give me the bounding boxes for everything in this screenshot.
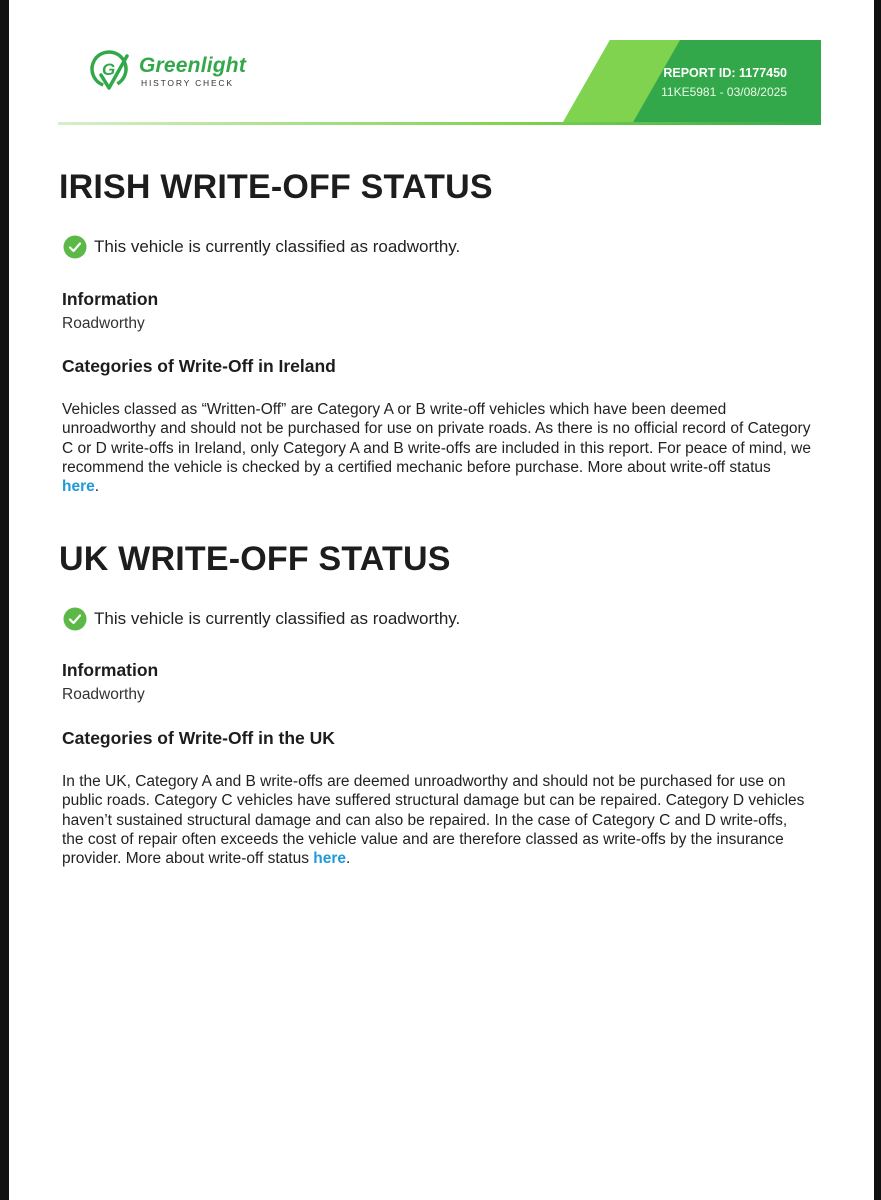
irish-information-value: Roadworthy	[62, 315, 145, 332]
uk-categories-heading: Categories of Write-Off in the UK	[62, 728, 335, 748]
brand-name: Greenlight	[139, 53, 247, 77]
report-banner	[562, 40, 821, 124]
greenlight-logo-icon	[87, 48, 133, 94]
uk-status-row	[63, 607, 460, 631]
brand-subtitle: HISTORY CHECK	[141, 77, 234, 88]
right-edge	[874, 0, 881, 1200]
uk-categories-paragraph	[62, 772, 812, 868]
uk-here-link[interactable]: here	[313, 850, 347, 868]
irish-paragraph-text: Vehicles classed as “Written-Off” are Category A or B write-off vehicles which have been deemed unroadworthy and should not be purchased for use on private roads. As there is no official record of Category C or D write-offs in Ireland, only Category A and B write-offs are included in this report. For peace of mind, we recommend the vehicle is checked by a certified mechanic before purchase. More about write-off status	[62, 401, 811, 476]
check-circle-icon	[63, 607, 87, 631]
uk-paragraph-text: In the UK, Category A and B write-offs are deemed unroadworthy and should not be purchased for use on public roads. Category C vehicles have suffered structural damage but can be repaired. Category D vehicles haven’t sustained structural damage and can also be repaired. In the case of Category C and D write-offs, the cost of repair often exceeds the vehicle value and are therefore classed as write-offs by the insurance provider. More about write-off status	[62, 773, 805, 868]
uk-status-text: This vehicle is currently classified as roadworthy.	[94, 609, 461, 628]
svg-text:G: G	[102, 60, 116, 79]
greenlight-logo	[87, 48, 246, 94]
report-id: REPORT ID: 1177450	[663, 66, 787, 80]
left-edge	[0, 0, 9, 1200]
irish-section-title: IRISH WRITE-OFF STATUS	[59, 168, 493, 206]
irish-here-link[interactable]: here	[62, 478, 95, 496]
report-registration-date: 11KE5981 - 03/08/2025	[661, 85, 787, 99]
irish-information-label: Information	[62, 289, 159, 309]
check-circle-icon	[63, 235, 87, 259]
irish-categories-heading: Categories of Write-Off in Ireland	[62, 356, 336, 376]
header-divider	[58, 122, 821, 125]
uk-section-title: UK WRITE-OFF STATUS	[59, 540, 451, 578]
irish-paragraph-end: .	[94, 478, 100, 496]
uk-paragraph-end: .	[346, 850, 351, 868]
uk-information-value: Roadworthy	[62, 686, 145, 703]
irish-categories-paragraph	[62, 400, 812, 496]
irish-status-row	[63, 235, 460, 259]
uk-information-label: Information	[62, 660, 159, 680]
irish-status-text: This vehicle is currently classified as roadworthy.	[94, 237, 461, 256]
